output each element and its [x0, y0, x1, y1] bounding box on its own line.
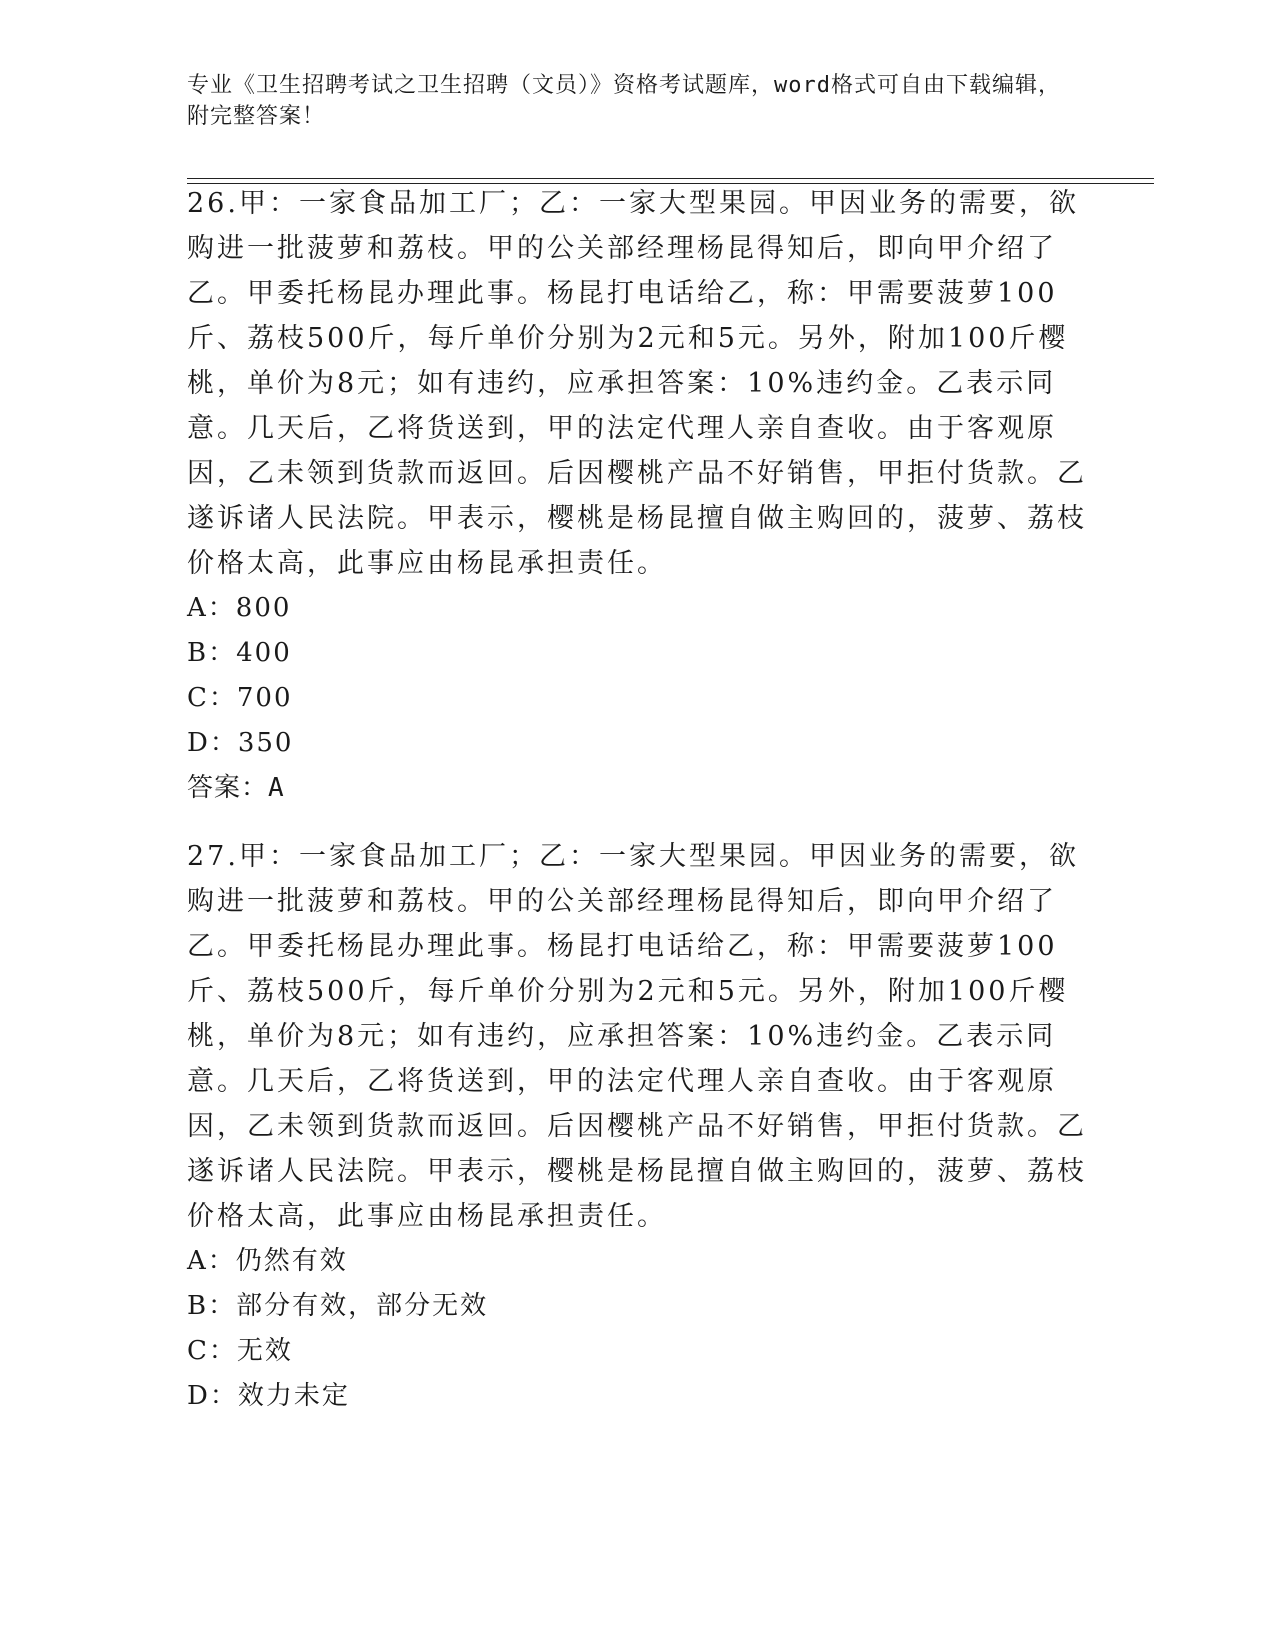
answer-label: 答案： [187, 773, 269, 803]
option-d: D：效力未定 [187, 1381, 350, 1411]
answer-line [187, 766, 1087, 811]
option-c: C：无效 [187, 1336, 293, 1366]
option-d: D：350 [187, 728, 294, 758]
option-b: B：400 [187, 638, 292, 668]
option-list [187, 1239, 1087, 1419]
question-text: 27.甲：一家食品加工厂；乙：一家大型果园。甲因业务的需要，欲购进一批菠萝和荔枝。甲的公关部经理杨昆得知后，即向甲介绍了乙。甲委托杨昆办理此事。杨昆打电话给乙，称：甲需要菠萝100斤、荔枝500斤，每斤单价分别为2元和5元。另外，附加100斤樱桃，单价为8元；如有违约，应承担答案：10%违约金。乙表示同意。几天后，乙将货送到，甲的法定代理人亲自查收。由于客观原因，乙未领到货款而返回。后因樱桃产品不好销售，甲拒付货款。乙遂诉诸人民法院。甲表示，樱桃是杨昆擅自做主购回的，菠萝、荔枝价格太高，此事应由杨昆承担责任。 [187, 841, 1087, 1232]
question-27 [187, 834, 1087, 1419]
option-b: B：部分有效，部分无效 [187, 1291, 489, 1321]
option-list [187, 586, 1087, 766]
header-rule-top [187, 178, 1154, 179]
option-a: A：800 [187, 593, 292, 623]
option-c: C：700 [187, 683, 293, 713]
answer-value: A [268, 773, 285, 803]
question-26 [187, 181, 1087, 811]
question-text: 26.甲：一家食品加工厂；乙：一家大型果园。甲因业务的需要，欲购进一批菠萝和荔枝。甲的公关部经理杨昆得知后，即向甲介绍了乙。甲委托杨昆办理此事。杨昆打电话给乙，称：甲需要菠萝100斤、荔枝500斤，每斤单价分别为2元和5元。另外，附加100斤樱桃，单价为8元；如有违约，应承担答案：10%违约金。乙表示同意。几天后，乙将货送到，甲的法定代理人亲自查收。由于客观原因，乙未领到货款而返回。后因樱桃产品不好销售，甲拒付货款。乙遂诉诸人民法院。甲表示，樱桃是杨昆擅自做主购回的，菠萝、荔枝价格太高，此事应由杨昆承担责任。 [187, 188, 1087, 579]
option-a: A：仍然有效 [187, 1246, 348, 1276]
document-header: 专业《卫生招聘考试之卫生招聘（文员）》资格考试题库，word格式可自由下载编辑，附完整答案！ [187, 73, 1061, 129]
